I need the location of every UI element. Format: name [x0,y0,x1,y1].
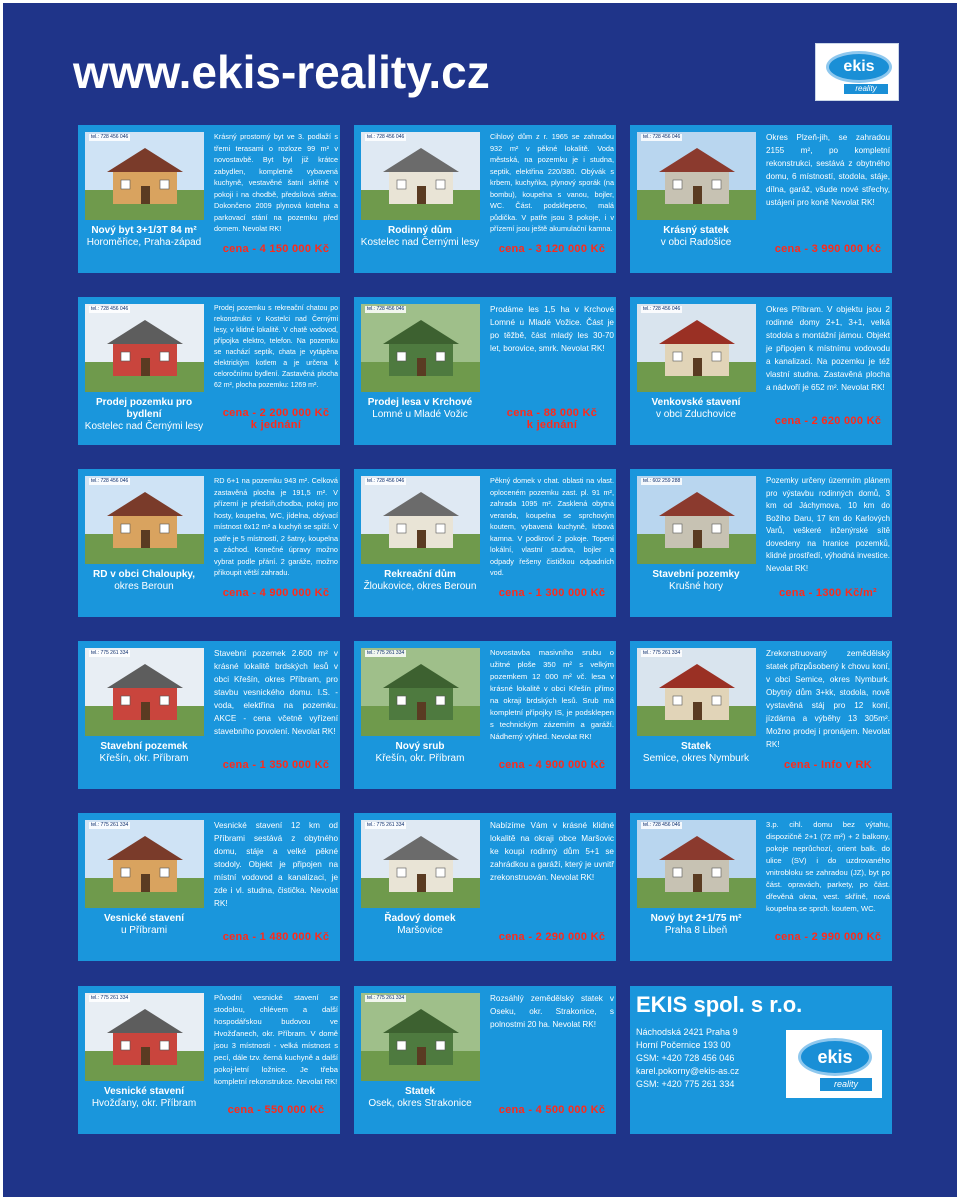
price-value: cena - 1 300 000 Kč [498,587,606,599]
listing-photo[interactable] [637,820,756,908]
price-value: cena - 2 620 000 Kč [774,415,882,427]
listing-card[interactable] [630,813,892,961]
listing-card[interactable] [630,297,892,445]
listing-location: Křešín, okr. Příbram [99,753,189,764]
listing-type: Venkovské stavení [651,397,741,408]
listing-photo[interactable] [85,476,204,564]
price-tag [486,587,618,599]
listing-card[interactable] [630,641,892,789]
listing-card[interactable] [354,813,616,961]
description-text: Pozemky určeny územním plánem pro výstavbu rodinných domů, 3 km od Jáchymova, 10 km do Božího Daru, 17 km do Karlových Varů, veškeré inženýrské sítě dovedeny na hranice pozemků, klidné prostředí, výhodná investice. Nevolat RK! [766,476,890,573]
price-value: cena - 550 000 Kč [227,1104,325,1116]
property-image [85,648,204,736]
property-image [361,132,480,220]
phone-label: tel.: 775 261 334 [367,650,405,656]
listing-type: Nový srub [395,741,445,752]
listing-type: Rekreační dům [384,569,456,580]
description-text: 3.p. cihl. domu bez výtahu, dispozičně 2+1 (72 m²) + 2 balkony, pokoje neprůchozí, orient balk. do ulice (SV) i do uzdrovaného vnitrobloku se zahradou (JZ), byt po část. opravách, parkety, po část. dřevěná okna, vest. skříně, nová koupelna se sprch. koutem, WC. [766,820,890,913]
listing-location: u Příbrami [120,925,168,936]
listing-title [78,741,210,765]
listing-description [490,475,614,579]
price-tag [210,759,342,771]
listing-type: RD v obci Chaloupky, [92,569,196,580]
listing-location: Osek, okres Strakonice [368,1098,472,1109]
listing-title [354,1086,486,1110]
listing-location: Maršovice [397,925,443,936]
listing-type: Prodej lesa v Krchové [367,397,473,408]
price-tag [210,1104,342,1116]
price-tag [210,407,342,431]
company-address: Náchodská 2421 Praha 9 [636,1027,738,1037]
logo-text: ekis [826,51,892,83]
page [3,3,957,1197]
phone-label: tel.: 775 261 334 [367,995,405,1001]
listing-photo[interactable] [637,304,756,392]
listing-description [214,303,338,391]
company-card [630,986,892,1134]
description-text: Okres Plzeň-jih, se zahradou 2155 m², po kompletní rekonstrukci, sestává z obytného domu, 6 místností, stodola, stáje, dílna, garáž, všude nové střechy, ustájení pro koně Nevolat RK! [766,133,890,207]
listing-card[interactable] [78,986,340,1134]
price-tag [762,931,894,943]
price-value: cena - 3 990 000 Kč [774,243,882,255]
company-phone-1[interactable]: GSM: +420 728 456 046 [636,1053,735,1063]
listing-title [354,913,486,937]
phone-label: tel.: 602 259 288 [643,478,681,484]
listing-title [354,741,486,765]
listing-description [766,819,890,915]
listing-title [78,569,210,593]
price-value: cena - Info v RK [784,759,872,771]
price-value: cena - 2 290 000 Kč [498,931,606,943]
phone-label: tel.: 775 261 334 [91,995,129,1001]
listing-photo[interactable] [361,132,480,220]
company-email[interactable]: karel.pokorny@ekis-as.cz [636,1066,740,1076]
price-tag [762,759,894,771]
site-title[interactable]: www.ekis-reality.cz [73,46,490,98]
listing-title [630,397,762,421]
listing-photo[interactable] [637,648,756,736]
listing-type: Vesnické stavení [103,1086,185,1097]
property-image [637,304,756,392]
listing-description [490,992,614,1031]
price-value: cena - 3 120 000 Kč [498,243,606,255]
listing-title [354,569,486,593]
listing-location: Krušné hory [669,581,723,592]
listing-title [78,1086,210,1110]
property-image [361,476,480,564]
price-tag [210,243,342,255]
listing-location: Kostelec nad Černými lesy [360,237,480,248]
phone-label: tel.: 775 261 334 [91,822,129,828]
price-tag [210,587,342,599]
listing-card[interactable] [354,297,616,445]
listing-description [214,819,338,910]
company-logo-sub: reality [820,1078,872,1091]
description-text: Původní vesnické stavení se stodolou, chlévem a další hospodářskou budovou ve Hvožďanech, okr. Příbram. V domě jsou 3 místnosti - velká místnost s pecí, dále tzv. černá kuchyně a další pokoj-letní ložnice. Je třeba kompletní rekonstrukce. Nevolat RK! [214,993,338,1086]
property-image [85,820,204,908]
price-tag [486,407,618,431]
listing-photo[interactable] [637,132,756,220]
price-value: cena - 4 500 000 Kč [498,1104,606,1116]
phone-label: tel.: 728 456 046 [367,134,405,140]
property-image [85,304,204,392]
listing-card[interactable] [354,125,616,273]
listing-card[interactable] [78,125,340,273]
description-text: Prodej pozemku s rekreační chatou po rekonstrukci v Kostelci nad Černými lesy, v klidné lokalitě. V chatě vodovod, přípojka elektro, telefon. Na pozemku se nachází septik, chata je vytápěna elektrickým kotlem a je určena k celoročnímu bydlení. Zastavěná plocha 62 m², plocha pozemku: 1269 m². [214,305,338,389]
listing-photo[interactable] [637,476,756,564]
listing-photo[interactable] [361,304,480,392]
listing-card[interactable] [630,125,892,273]
listing-location: v obci Radošice [660,237,732,248]
price-tag [486,759,618,771]
listing-type: Nový byt 3+1/3T 84 m² [91,225,197,236]
phone-label: tel.: 775 261 334 [91,650,129,656]
price-value: cena - 88 000 Kč [506,407,598,419]
listing-location: Hvožďany, okr. Příbram [91,1098,197,1109]
listing-type: Rodinný dům [388,225,452,236]
listing-description [490,647,614,743]
listing-title [630,225,762,249]
phone-label: tel.: 728 456 046 [367,478,405,484]
company-city: Horní Počernice 193 00 [636,1040,731,1050]
property-image [637,476,756,564]
description-text: Krásný prostorný byt ve 3. podlaží s třemi terasami o rozloze 99 m² v novostavbě. Byt byl již krátce zabydlen, kompletně vybavená kuchyně, vestavěné šatní skříně v pokoji i na chodbě, předsílová stěna. Dokončeno 2009 plynová kotelna a parkovací stání na pozemku před domem. Nevolat RK! [214,132,338,233]
description-text: Zrekonstruovaný zemědělský statek přizpůsobený k chovu koní, v obci Semice, okres Nymburk. Obytný dům 3+kk, stodola, nově vystavěná stáj pro 12 koní, jízdárna a výběhy 13 305m². Možno prodej i pronájem. Nevolat RK! [766,649,890,749]
listing-photo[interactable] [361,993,480,1081]
phone-label: tel.: 775 261 334 [367,822,405,828]
listing-location: Kostelec nad Černými lesy [84,421,204,432]
price-tag [762,587,894,599]
listing-description [214,992,338,1088]
listing-card[interactable] [354,641,616,789]
price-value: cena - 2 200 000 Kč [222,407,330,419]
listing-type: Vesnické stavení [103,913,185,924]
listing-description [214,647,338,738]
listing-location: okres Beroun [114,581,174,592]
listing-card[interactable] [354,469,616,617]
phone-label: tel.: 728 456 046 [643,822,681,828]
logo-sub: reality [844,84,888,94]
listing-location: Lomné u Mladé Vožic [372,409,468,420]
listing-description [766,647,890,751]
price-value: cena - 4 150 000 Kč [222,243,330,255]
price-value: cena - 2 990 000 Kč [774,931,882,943]
listing-title [630,741,762,765]
listing-photo[interactable] [361,820,480,908]
listing-type: Statek [680,741,711,752]
property-image [85,476,204,564]
company-contacts [636,1026,739,1091]
listing-location: Horoměřice, Praha-západ [86,237,202,248]
listing-type: Krásný statek [663,225,729,236]
company-logo-text: ekis [798,1038,872,1076]
price-value: cena - 1 480 000 Kč [222,931,330,943]
listing-title [78,225,210,249]
company-name: EKIS spol. s r.o. [636,992,803,1017]
listing-description [766,131,890,209]
listing-photo[interactable] [361,476,480,564]
price-note: k jednání [526,419,578,431]
price-value: cena - 1 350 000 Kč [222,759,330,771]
listing-description [766,475,890,575]
listing-title [354,225,486,249]
listing-location: Žloukovice, okres Beroun [363,581,477,592]
listing-description [490,819,614,884]
price-tag [486,1104,618,1116]
description-text: Vesnické stavení 12 km od Příbrami sestává z obytného domu, stáje a velké pěkné stodoly. Objekt je připojen na místní vodovod a kanalizaci, je zde i vl. studna, čistička. Nevolat RK! [214,821,338,908]
property-image [85,132,204,220]
listing-description [490,131,614,235]
listing-location: v obci Zduchovice [655,409,737,420]
property-image [637,820,756,908]
phone-label: tel.: 728 456 046 [91,478,129,484]
listing-photo[interactable] [85,132,204,220]
listing-card[interactable] [630,469,892,617]
price-note: k jednání [250,419,302,431]
listing-photo[interactable] [85,820,204,908]
price-tag [762,243,894,255]
listing-location: Praha 8 Libeň [664,925,728,936]
listing-card[interactable] [354,986,616,1134]
listing-location: Křešín, okr. Příbram [375,753,465,764]
listing-title [354,397,486,421]
listing-type: Stavební pozemek [100,741,188,752]
listing-title [78,397,210,433]
description-text: RD 6+1 na pozemku 943 m². Celková zastavěná plocha je 191,5 m². V přízemí je předsíň,chodba, pokoj pro hosty, koupelna, WC, jídelna, obývací místnost 6x12 m² a kuchyň se spíží. V patře je 5 místností, 2 šatny, koupelna a záchod. Konečné úpravy možno vybrat podle přání. 2 garáže, možno přikoupit větší zahradu. [214,476,338,577]
listing-type: Prodej pozemku pro bydlení [95,397,193,420]
property-image [637,648,756,736]
listing-type: Řadový domek [384,913,456,924]
listing-photo[interactable] [85,993,204,1081]
listing-photo[interactable] [85,648,204,736]
price-value: cena - 4 900 000 Kč [498,759,606,771]
price-value: cena - 1300 Kč/m² [778,587,878,599]
listing-photo[interactable] [361,648,480,736]
description-text: Nabízíme Vám v krásné klidné lokalitě na okraji obce Maršovic ke koupi rodinný dům 5+1 se zahrádkou a garáží, který je uvnitř zrekonstruován. Nevolat RK! [490,821,614,882]
property-image [85,993,204,1081]
description-text: Stavební pozemek 2.600 m² v krásné lokalitě brdských lesů v obci Křešín, okres Příbram, pro stavbu vesnického domu. I.S. - voda, elektřina na pozemku. AKCE - cena včetně vyřízení stavebního povolení. Nevolat RK! [214,649,338,736]
price-tag [762,415,894,427]
description-text: Prodáme les 1,5 ha v Krchové Lomné u Mladé Vožice. Část je po těžbě, část mladý les 30-70 let, borovice, smrk. Nevolat RK! [490,305,614,353]
phone-label: tel.: 728 456 046 [367,306,405,312]
listing-title [630,569,762,593]
description-text: Rozsáhlý zemědělský statek v Oseku, okr. Strakonice, s polnostmi 20 ha. Nevolat RK! [490,994,614,1029]
listing-photo[interactable] [85,304,204,392]
listing-type: Statek [404,1086,435,1097]
phone-label: tel.: 728 456 046 [643,306,681,312]
price-tag [486,243,618,255]
listing-description [214,131,338,235]
listing-type: Stavební pozemky [652,569,740,580]
listing-card[interactable] [78,297,340,445]
company-phone-2[interactable]: GSM: +420 775 261 334 [636,1079,735,1089]
listing-type: Nový byt 2+1/75 m² [650,913,742,924]
price-value: cena - 4 900 000 Kč [222,587,330,599]
listing-title [630,913,762,937]
listing-description [214,475,338,579]
property-image [361,820,480,908]
description-text: Novostavba masivního srubu o užitné ploše 350 m² s velkým pozemkem 12 000 m² vč. lesa v krásné lokalitě v obci Křešín přímo na okraji brdských lesů. Srub má kompletní přípojky IS, je podsklepen s technickým zázemím a garáží. Nádherný výhled. Nevolat RK! [490,648,614,741]
phone-label: tel.: 728 456 046 [91,306,129,312]
listing-description [490,303,614,355]
property-image [361,304,480,392]
price-tag [486,931,618,943]
listing-card[interactable] [78,641,340,789]
property-image [361,993,480,1081]
description-text: Pěkný domek v chat. oblasti na vlast. oploceném pozemku zast. pl. 91 m², zahrada 1095 m². Zasklená obytná veranda, koupelna se sprchovým koutem, vybavená kuchyně, krbová kamna. V podkroví 2 pokoje. Topení lokální, vlastní studna, bojler a odpady řešeny čističkou odpadních vod. [490,476,614,577]
listing-title [78,913,210,937]
price-tag [210,931,342,943]
company-logo [786,1030,882,1098]
property-image [637,132,756,220]
phone-label: tel.: 728 456 046 [643,134,681,140]
property-image [361,648,480,736]
listing-description [766,303,890,394]
ekis-logo [815,43,899,101]
description-text: Okres Příbram. V objektu jsou 2 rodinné domy 2+1, 3+1, velká stodola s montážní jámou. Objekt je připojen k místnímu vodovodu a kanalizaci. Na pozemku je též vlastní studna. Zastavěná plocha a nádvoří je 652 m². Nevolat RK! [766,305,890,392]
listing-card[interactable] [78,469,340,617]
listing-card[interactable] [78,813,340,961]
description-text: Cihlový dům z r. 1965 se zahradou 932 m² v pěkné lokalitě. Voda městská, na pozemku je i studna, septik, elektřina 220/380. Obývák s krbem, kuchyňka, plynový sporák (na bombu), koupelna s vanou, bojler, WC. Část. podsklepeno, malá půdička. V patře jsou 3 pokoje, i v přízemí jsou ještě akumulační kamna. [490,132,614,233]
listing-location: Semice, okres Nymburk [642,753,750,764]
phone-label: tel.: 775 261 334 [643,650,681,656]
phone-label: tel.: 728 456 046 [91,134,129,140]
